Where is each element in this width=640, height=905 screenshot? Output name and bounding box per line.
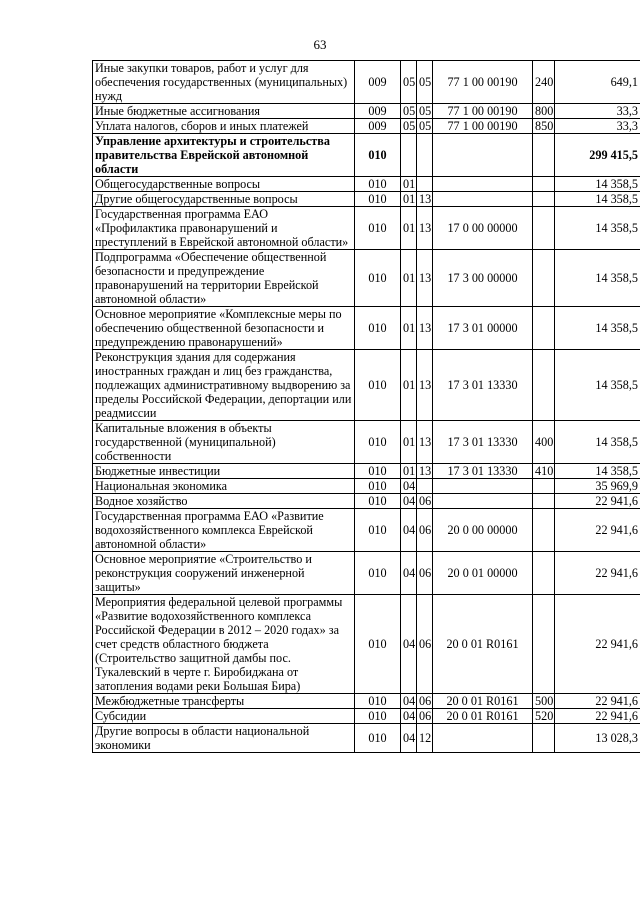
table-row [93, 724, 640, 753]
section-code: 01 [401, 177, 417, 192]
dept-code: 010 [355, 250, 401, 307]
table-row [93, 134, 640, 177]
dept-code: 010 [355, 134, 401, 177]
expense-type-code: 800 [533, 104, 555, 119]
table-row [93, 494, 640, 509]
table-row [93, 694, 640, 709]
expense-type-code: 500 [533, 694, 555, 709]
target-article-code [433, 494, 533, 509]
table-row [93, 479, 640, 494]
target-article-code [433, 134, 533, 177]
dept-code: 010 [355, 350, 401, 421]
amount: 22 941,6 [555, 509, 640, 552]
table-row [93, 192, 640, 207]
row-name: Основное мероприятие «Комплексные меры по обеспечению общественной безопасности и предупреждению правонарушений» [93, 307, 355, 350]
expense-type-code [533, 552, 555, 595]
target-article-code [433, 479, 533, 494]
table-row [93, 250, 640, 307]
row-name: Капитальные вложения в объекты государственной (муниципальной) собственности [93, 421, 355, 464]
section-code: 04 [401, 552, 417, 595]
dept-code: 010 [355, 552, 401, 595]
section-code: 01 [401, 250, 417, 307]
table-row [93, 61, 640, 104]
target-article-code: 17 3 01 13330 [433, 350, 533, 421]
table-row [93, 595, 640, 694]
table-row [93, 509, 640, 552]
row-name: Иные бюджетные ассигнования [93, 104, 355, 119]
target-article-code [433, 724, 533, 753]
subsection-code: 12 [417, 724, 433, 753]
section-code: 04 [401, 709, 417, 724]
dept-code: 009 [355, 104, 401, 119]
row-name: Бюджетные инвестиции [93, 464, 355, 479]
subsection-code: 13 [417, 421, 433, 464]
dept-code: 010 [355, 307, 401, 350]
target-article-code: 17 3 01 00000 [433, 307, 533, 350]
row-name: Уплата налогов, сборов и иных платежей [93, 119, 355, 134]
dept-code: 010 [355, 509, 401, 552]
table-row [93, 307, 640, 350]
table-row [93, 464, 640, 479]
target-article-code: 20 0 01 00000 [433, 552, 533, 595]
page-number: 63 [313, 37, 327, 52]
target-article-code: 20 0 01 R0161 [433, 694, 533, 709]
amount: 14 358,5 [555, 350, 640, 421]
expense-type-code [533, 350, 555, 421]
expense-type-code: 850 [533, 119, 555, 134]
section-code [401, 134, 417, 177]
dept-code: 010 [355, 724, 401, 753]
amount: 22 941,6 [555, 709, 640, 724]
section-code: 04 [401, 509, 417, 552]
section-code: 04 [401, 724, 417, 753]
subsection-code: 06 [417, 595, 433, 694]
row-name: Субсидии [93, 709, 355, 724]
target-article-code [433, 177, 533, 192]
amount: 299 415,5 [555, 134, 640, 177]
subsection-code: 13 [417, 464, 433, 479]
amount: 22 941,6 [555, 595, 640, 694]
expense-type-code [533, 724, 555, 753]
expense-type-code: 240 [533, 61, 555, 104]
subsection-code: 06 [417, 552, 433, 595]
section-code: 01 [401, 421, 417, 464]
dept-code: 009 [355, 119, 401, 134]
subsection-code [417, 177, 433, 192]
section-code: 05 [401, 104, 417, 119]
section-code: 01 [401, 192, 417, 207]
target-article-code: 17 3 01 13330 [433, 464, 533, 479]
expense-type-code [533, 134, 555, 177]
table-row [93, 552, 640, 595]
row-name: Другие вопросы в области национальной экономики [93, 724, 355, 753]
section-code: 04 [401, 694, 417, 709]
table-row [93, 421, 640, 464]
target-article-code: 17 3 01 13330 [433, 421, 533, 464]
subsection-code: 05 [417, 104, 433, 119]
amount: 22 941,6 [555, 494, 640, 509]
row-name: Государственная программа ЕАО «Профилактика правонарушений и преступлений в Еврейской автономной области» [93, 207, 355, 250]
expense-type-code [533, 595, 555, 694]
expense-type-code: 400 [533, 421, 555, 464]
subsection-code: 13 [417, 192, 433, 207]
target-article-code: 77 1 00 00190 [433, 61, 533, 104]
expense-type-code [533, 177, 555, 192]
subsection-code: 06 [417, 509, 433, 552]
subsection-code: 06 [417, 494, 433, 509]
amount: 22 941,6 [555, 694, 640, 709]
dept-code: 010 [355, 595, 401, 694]
row-name: Основное мероприятие «Строительство и реконструкция сооружений инженерной защиты» [93, 552, 355, 595]
dept-code: 010 [355, 192, 401, 207]
subsection-code: 13 [417, 250, 433, 307]
expense-type-code [533, 479, 555, 494]
section-code: 04 [401, 494, 417, 509]
target-article-code: 20 0 01 R0161 [433, 595, 533, 694]
table-row [93, 709, 640, 724]
dept-code: 009 [355, 61, 401, 104]
table-row [93, 207, 640, 250]
subsection-code [417, 479, 433, 494]
section-code: 01 [401, 464, 417, 479]
amount: 33,3 [555, 104, 640, 119]
amount: 649,1 [555, 61, 640, 104]
amount: 14 358,5 [555, 250, 640, 307]
expense-type-code: 520 [533, 709, 555, 724]
amount: 14 358,5 [555, 464, 640, 479]
amount: 14 358,5 [555, 207, 640, 250]
table-row [93, 104, 640, 119]
target-article-code: 17 3 00 00000 [433, 250, 533, 307]
target-article-code: 17 0 00 00000 [433, 207, 533, 250]
subsection-code: 13 [417, 350, 433, 421]
section-code: 05 [401, 61, 417, 104]
expense-type-code [533, 192, 555, 207]
expense-type-code [533, 494, 555, 509]
expense-type-code: 410 [533, 464, 555, 479]
subsection-code: 05 [417, 119, 433, 134]
subsection-code [417, 134, 433, 177]
table-row [93, 177, 640, 192]
section-code: 04 [401, 595, 417, 694]
target-article-code: 77 1 00 00190 [433, 104, 533, 119]
subsection-code: 13 [417, 207, 433, 250]
subsection-code: 06 [417, 694, 433, 709]
target-article-code: 20 0 01 R0161 [433, 709, 533, 724]
row-name: Иные закупки товаров, работ и услуг для обеспечения государственных (муниципальных) нужд [93, 61, 355, 104]
section-code: 04 [401, 479, 417, 494]
section-code: 05 [401, 119, 417, 134]
dept-code: 010 [355, 479, 401, 494]
expense-type-code [533, 307, 555, 350]
amount: 13 028,3 [555, 724, 640, 753]
budget-table [92, 60, 640, 753]
row-name: Государственная программа ЕАО «Развитие водохозяйственного комплекса Еврейской автономной области» [93, 509, 355, 552]
amount: 33,3 [555, 119, 640, 134]
dept-code: 010 [355, 709, 401, 724]
row-name: Подпрограмма «Обеспечение общественной безопасности и предупреждение правонарушений на территории Еврейской автономной области» [93, 250, 355, 307]
section-code: 01 [401, 307, 417, 350]
budget-table-body [93, 61, 640, 753]
target-article-code [433, 192, 533, 207]
row-name: Мероприятия федеральной целевой программы «Развитие водохозяйственного комплекса Российской Федерации в 2012 – 2020 годах» за счет средств областного бюджета (Строительство защитной дамбы пос. Тукалевский в черте г. Биробиджана от затопления водами реки Большая Бира) [93, 595, 355, 694]
dept-code: 010 [355, 464, 401, 479]
dept-code: 010 [355, 694, 401, 709]
dept-code: 010 [355, 177, 401, 192]
target-article-code: 77 1 00 00190 [433, 119, 533, 134]
target-article-code: 20 0 00 00000 [433, 509, 533, 552]
row-name: Управление архитектуры и строительства правительства Еврейской автономной области [93, 134, 355, 177]
expense-type-code [533, 509, 555, 552]
dept-code: 010 [355, 421, 401, 464]
subsection-code: 05 [417, 61, 433, 104]
row-name: Межбюджетные трансферты [93, 694, 355, 709]
section-code: 01 [401, 350, 417, 421]
amount: 35 969,9 [555, 479, 640, 494]
expense-type-code [533, 250, 555, 307]
expense-type-code [533, 207, 555, 250]
row-name: Другие общегосударственные вопросы [93, 192, 355, 207]
subsection-code: 13 [417, 307, 433, 350]
dept-code: 010 [355, 494, 401, 509]
subsection-code: 06 [417, 709, 433, 724]
amount: 14 358,5 [555, 177, 640, 192]
amount: 22 941,6 [555, 552, 640, 595]
row-name: Водное хозяйство [93, 494, 355, 509]
amount: 14 358,5 [555, 421, 640, 464]
row-name: Национальная экономика [93, 479, 355, 494]
row-name: Реконструкция здания для содержания иностранных граждан и лиц без гражданства, подлежащих административному выдворению за пределы Российской Федерации, депортации или реадмиссии [93, 350, 355, 421]
amount: 14 358,5 [555, 192, 640, 207]
dept-code: 010 [355, 207, 401, 250]
section-code: 01 [401, 207, 417, 250]
table-row [93, 119, 640, 134]
table-row [93, 350, 640, 421]
row-name: Общегосударственные вопросы [93, 177, 355, 192]
amount: 14 358,5 [555, 307, 640, 350]
